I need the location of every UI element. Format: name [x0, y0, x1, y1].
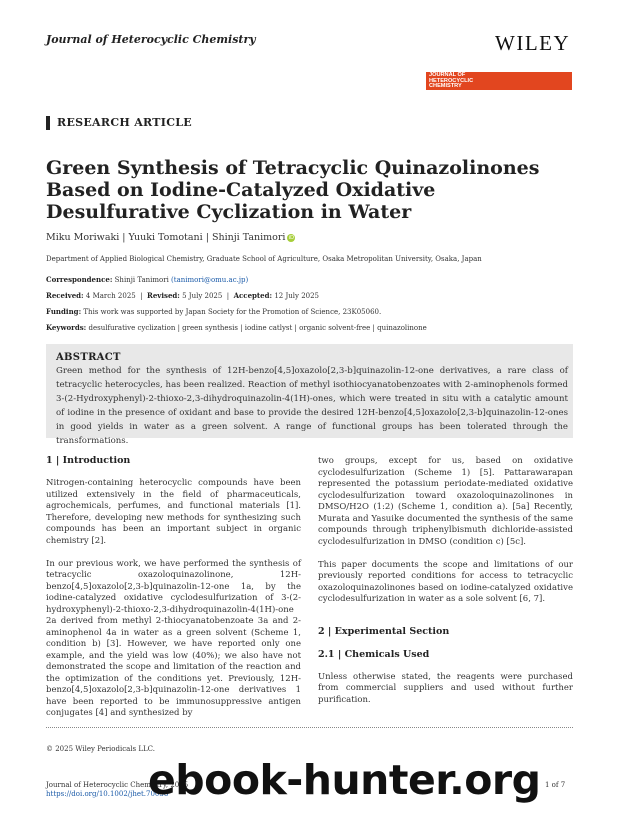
copyright: © 2025 Wiley Periodicals LLC.	[46, 745, 155, 753]
keywords-text: desulfurative cyclization | green synthesis | iodine catlyst | organic solvent-free | quinazolinone	[88, 324, 427, 332]
correspondence-label: Correspondence:	[46, 275, 113, 284]
funding	[46, 307, 381, 316]
accepted-label: Accepted:	[233, 291, 273, 300]
intro-paragraph-2: In our previous work, we have performed the synthesis of tetracyclic oxazoloquinazolinone, 12H-benzo[4,5]oxazolo[2,3-b]quinazolin-12-one 1a, by the iodine-catalyzed oxidative cyclodesulfurization of 3-(2-hydroxyphenyl)-2-thioxo-2,3-dihydroquinazolin-4(1H)-one 2a derived from methyl 2-thiocyanatobenzoate 3a and 2-aminophenol 4a in water as a green solvent (Scheme 1, condition b) [3]. However, we have reported only one example, and the yield was low (40%); we also have not demonstrated the scope and limitation of the reaction and the optimization of the conditions yet. Previously, 12H-benzo[4,5]oxazolo[2,3-b]quinazolin-12-one derivatives 1 have been reported to be immunosuppressive antigen conjugates [4] and synthesized by	[46, 558, 301, 718]
right-column	[318, 456, 573, 718]
abstract-box	[46, 344, 573, 446]
body-paragraph-1: two groups, except for us, based on oxidative cyclodesulfurization (Scheme 1) [5]. Pattarawarapan represented the potassium periodate-mediated oxidative cyclodesulfurization toward oxazoloquinazolinones in DMSO/H2O (1:2) (Scheme 1, condition a). [5a] Recently, Murata and Yasuike documented the synthesis of the same compounds through triphenylbismuth dichloride-assisted cyclodesulfurization in DMSO (condition c) [5c].	[318, 456, 573, 547]
journal-name: Journal of Heterocyclic Chemistry	[46, 33, 256, 46]
funding-text: This work was supported by Japan Society for the Promotion of Science, 23K05060.	[83, 308, 382, 316]
left-column	[46, 455, 301, 731]
affiliation: Department of Applied Biological Chemistry, Graduate School of Agriculture, Osaka Metropolitan University, Osaka, Japan	[46, 255, 482, 263]
author-line	[46, 232, 295, 243]
keywords	[46, 323, 427, 332]
badge-line: JOURNAL OF	[429, 72, 466, 78]
body-paragraph-3: Unless otherwise stated, the reagents were purchased from commercial suppliers and used without further purification.	[318, 671, 573, 705]
correspondence-name: Shinji Tanimori	[114, 276, 169, 284]
revised-date: 5 July 2025	[182, 292, 223, 300]
orcid-icon[interactable]: iD	[288, 235, 295, 241]
keywords-label: Keywords:	[46, 323, 87, 332]
authors: Miku Moriwaki | Yuuki Tomotani | Shinji Tanimori	[46, 232, 286, 243]
badge-line: HETEROCYCLIC	[429, 77, 474, 84]
chemicals-heading: 2.1 | Chemicals Used	[318, 648, 430, 660]
received-date: 4 March 2025	[85, 292, 136, 300]
intro-paragraph-1: Nitrogen-containing heterocyclic compounds have been utilized extensively in the field of pharmaceuticals, agrochemicals, perfumes, and functional materials [1]. Therefore, developing new methods for synthesizing such compounds has been an important subject in organic chemistry [2].	[46, 478, 301, 546]
experimental-heading: 2 | Experimental Section	[318, 625, 450, 637]
correspondence	[46, 275, 248, 284]
footer-journal: Journal of Heterocyclic Chemistry, 2025	[46, 781, 189, 789]
article-type: RESEARCH ARTICLE	[57, 116, 192, 129]
article-title: Green Synthesis of Tetracyclic Quinazolinones Based on Iodine-Catalyzed Oxidative Desulfurative Cyclization in Water	[46, 157, 540, 223]
section-marker	[46, 116, 50, 130]
dates: Received: 4 March 2025 | Revised: 5 July 2025 | Accepted: 12 July 2025	[46, 291, 320, 300]
revised-label: Revised:	[147, 291, 180, 300]
accepted-date: 12 July 2025	[274, 292, 320, 300]
page-number: 1 of 7	[545, 781, 566, 789]
intro-heading: 1 | Introduction	[46, 455, 131, 466]
footer-doi-link[interactable]: https://doi.org/10.1002/jhet.70038	[46, 790, 169, 798]
journal-badge	[426, 72, 572, 90]
badge-line: CHEMISTRY	[429, 83, 462, 90]
abstract-heading: ABSTRACT	[56, 352, 121, 363]
correspondence-email[interactable]: (tanimori@omu.ac.jp)	[171, 276, 249, 284]
watermark: ebook-hunter.org	[148, 756, 541, 804]
received-label: Received:	[46, 291, 84, 300]
funding-label: Funding:	[46, 307, 82, 316]
abstract-text: Green method for the synthesis of 12H-benzo[4,5]oxazolo[2,3-b]quinazolin-12-one derivatives, a rare class of tetracyclic heterocycles, has been realized. Reaction of methyl isothiocyanatobenzoates with 2-aminophenols formed 3-(2-Hydroxyphenyl)-2-thioxo-2,3-dihydroquinazolin-4(1H)-ones, which were treated in situ with a catalytic amount of iodine in the presence of oxidant and base to provide the desired 12H-benzo[4,5]oxazolo[2,3-b]quinazolin-12-ones in good yields in water as a green solvent. A range of functional groups has been tolerated through the transformations.	[56, 366, 568, 446]
publisher-logo: WILEY	[495, 31, 571, 55]
body-paragraph-2: This paper documents the scope and limitations of our previously reported conditions for access to tetracyclic oxazoloquinazolinones based on iodine-catalyzed oxidative cyclodesulfurization in water as a sole solvent [6, 7].	[318, 559, 573, 604]
footnote-divider	[46, 727, 573, 728]
